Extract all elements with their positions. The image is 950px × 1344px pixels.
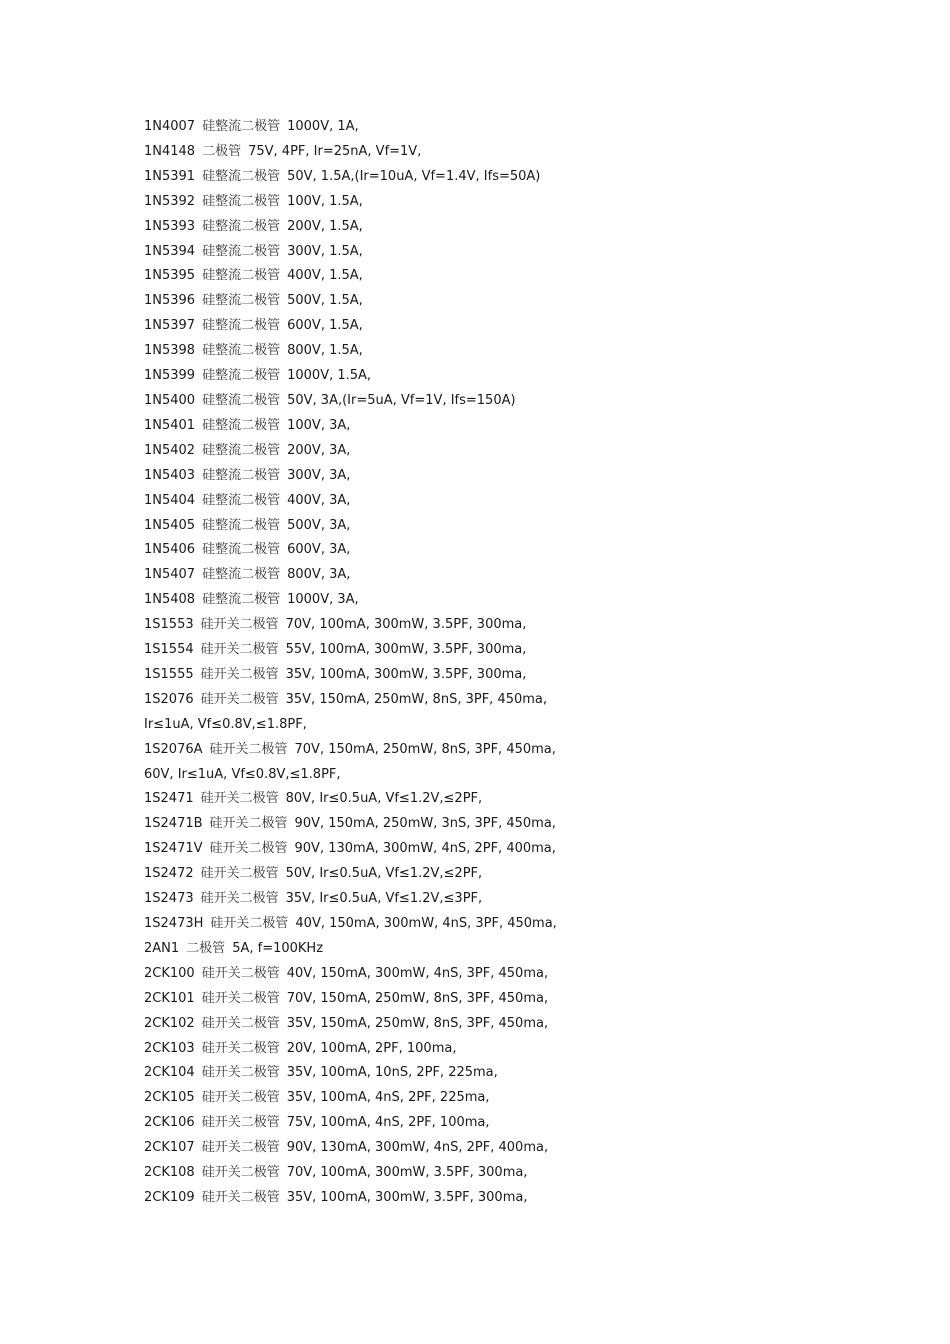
part-specification: 600V, 3A, — [287, 542, 351, 558]
part-specification: 60V, Ir≤1uA, Vf≤0.8V,≤1.8PF, — [144, 766, 341, 782]
part-description: 硅整流二极管 — [202, 343, 281, 359]
part-specification: 400V, 1.5A, — [287, 268, 363, 284]
spec-line — [144, 613, 904, 638]
part-description: 硅开关二极管 — [201, 1165, 280, 1181]
spec-line — [144, 1161, 904, 1186]
spec-line — [144, 887, 904, 912]
part-number: 2CK107 — [144, 1140, 195, 1156]
part-number: 1N5397 — [144, 318, 196, 334]
part-specification: 70V, 100mA, 300mW, 3.5PF, 300ma, — [286, 1165, 528, 1181]
part-description: 硅整流二极管 — [202, 492, 281, 508]
part-specification: 35V, 100mA, 300mW, 3.5PF, 300ma, — [286, 1189, 528, 1205]
part-description: 硅开关二极管 — [201, 990, 280, 1006]
part-number: 2CK108 — [144, 1165, 195, 1181]
spec-line — [144, 563, 904, 588]
part-number: 1N5407 — [144, 567, 196, 583]
part-description: 硅整流二极管 — [202, 218, 281, 234]
part-specification: 90V, 130mA, 300mW, 4nS, 2PF, 400ma, — [294, 841, 556, 857]
part-number: 1N5408 — [144, 592, 196, 608]
part-specification: 5A, f=100KHz — [232, 940, 324, 956]
spec-line — [144, 937, 904, 962]
part-number: 1N5398 — [144, 343, 196, 359]
part-description: 硅整流二极管 — [202, 392, 281, 408]
part-specification: 35V, 150mA, 250mW, 8nS, 3PF, 450ma, — [285, 691, 548, 707]
part-specification: 40V, 150mA, 300mW, 4nS, 3PF, 450ma, — [286, 965, 549, 981]
part-specification: 75V, 4PF, Ir=25nA, Vf=1V, — [248, 143, 422, 159]
part-description: 硅整流二极管 — [202, 442, 281, 458]
part-specification: 70V, 100mA, 300mW, 3.5PF, 300ma, — [285, 617, 527, 633]
spec-line — [144, 439, 904, 464]
part-specification: 90V, 130mA, 300mW, 4nS, 2PF, 400ma, — [286, 1140, 549, 1156]
spec-line — [144, 489, 904, 514]
part-specification: 70V, 150mA, 250mW, 8nS, 3PF, 450ma, — [286, 990, 549, 1006]
part-specification: 55V, 100mA, 300mW, 3.5PF, 300ma, — [285, 642, 527, 658]
part-specification: 50V, 3A,(Ir=5uA, Vf=1V, Ifs=150A) — [287, 392, 516, 408]
part-description: 硅开关二极管 — [209, 816, 288, 832]
part-number: 2CK100 — [144, 965, 195, 981]
part-specification: 1000V, 3A, — [287, 592, 359, 608]
part-description: 硅整流二极管 — [202, 193, 281, 209]
part-description: 硅整流二极管 — [202, 517, 281, 533]
part-number: 1S2473 — [144, 891, 194, 907]
part-specification: 200V, 1.5A, — [287, 218, 363, 234]
part-specification: 200V, 3A, — [287, 442, 351, 458]
spec-line — [144, 215, 904, 240]
part-number: 1S2471B — [144, 816, 203, 832]
part-description: 硅开关二极管 — [201, 1189, 280, 1205]
part-number: 1N4007 — [144, 119, 196, 134]
part-number: 1N5396 — [144, 293, 196, 309]
part-number: 1N5393 — [144, 218, 196, 234]
part-description: 硅整流二极管 — [202, 119, 281, 134]
part-number: 1N5406 — [144, 542, 196, 558]
part-specification: 1000V, 1A, — [287, 119, 359, 134]
spec-line — [144, 1136, 904, 1161]
spec-line — [144, 1061, 904, 1086]
spec-line — [144, 289, 904, 314]
part-number: 1S1554 — [144, 642, 194, 658]
part-specification: 35V, 100mA, 300mW, 3.5PF, 300ma, — [285, 666, 527, 682]
part-specification: 50V, 1.5A,(Ir=10uA, Vf=1.4V, Ifs=50A) — [287, 168, 541, 184]
part-specification: 400V, 3A, — [287, 492, 351, 508]
part-description: 硅开关二极管 — [201, 1015, 280, 1031]
part-number: 2CK102 — [144, 1015, 195, 1031]
spec-line — [144, 414, 904, 439]
part-specification: 600V, 1.5A, — [287, 318, 363, 334]
spec-line — [144, 190, 904, 215]
spec-line — [144, 738, 904, 763]
part-description: 硅开关二极管 — [201, 965, 280, 981]
part-number: 1N5402 — [144, 442, 196, 458]
part-specification: 80V, Ir≤0.5uA, Vf≤1.2V,≤2PF, — [285, 791, 483, 807]
spec-line — [144, 1086, 904, 1111]
part-description: 硅开关二极管 — [201, 1115, 280, 1131]
part-specification: 75V, 100mA, 4nS, 2PF, 100ma, — [286, 1115, 490, 1131]
part-specification: 20V, 100mA, 2PF, 100ma, — [286, 1040, 457, 1056]
diode-spec-list — [144, 115, 904, 1211]
part-specification: 500V, 3A, — [287, 517, 351, 533]
part-description: 硅整流二极管 — [202, 567, 281, 583]
part-specification: 100V, 3A, — [287, 417, 351, 433]
part-number: 1N5395 — [144, 268, 196, 284]
part-number: 2CK105 — [144, 1090, 195, 1106]
spec-line — [144, 389, 904, 414]
part-number: 1S2471V — [144, 841, 203, 857]
part-specification: 35V, 150mA, 250mW, 8nS, 3PF, 450ma, — [286, 1015, 549, 1031]
spec-line — [144, 912, 904, 937]
part-description: 硅整流二极管 — [202, 243, 281, 259]
part-description: 硅开关二极管 — [200, 617, 279, 633]
spec-line-continuation — [144, 713, 904, 738]
spec-line — [144, 464, 904, 489]
part-specification: 70V, 150mA, 250mW, 8nS, 3PF, 450ma, — [294, 741, 556, 757]
part-number: 2CK109 — [144, 1189, 195, 1205]
part-description: 硅开关二极管 — [209, 741, 288, 757]
part-description: 硅开关二极管 — [200, 791, 279, 807]
spec-line — [144, 1186, 904, 1211]
part-specification: 800V, 1.5A, — [287, 343, 363, 359]
part-number: 2CK101 — [144, 990, 195, 1006]
part-number: 1S2473H — [144, 916, 204, 931]
part-specification: 50V, Ir≤0.5uA, Vf≤1.2V,≤2PF, — [285, 866, 483, 882]
spec-line — [144, 140, 904, 165]
part-number: 1S1555 — [144, 666, 194, 682]
part-number: 1N4148 — [144, 143, 196, 159]
part-description: 硅开关二极管 — [201, 1090, 280, 1106]
part-specification: 100V, 1.5A, — [287, 193, 363, 209]
part-description: 硅开关二极管 — [201, 1065, 280, 1081]
part-description: 硅整流二极管 — [202, 417, 281, 433]
part-description: 硅整流二极管 — [202, 542, 281, 558]
spec-line — [144, 663, 904, 688]
spec-line-continuation — [144, 763, 904, 788]
part-number: 2CK103 — [144, 1040, 195, 1056]
spec-line — [144, 812, 904, 837]
part-description: 硅开关二极管 — [210, 916, 289, 931]
spec-line — [144, 862, 904, 887]
spec-line — [144, 314, 904, 339]
part-number: 2CK104 — [144, 1065, 195, 1081]
part-description: 硅整流二极管 — [202, 268, 281, 284]
spec-line — [144, 1111, 904, 1136]
part-specification: 90V, 150mA, 250mW, 3nS, 3PF, 450ma, — [294, 816, 556, 832]
spec-line — [144, 987, 904, 1012]
spec-line — [144, 837, 904, 862]
part-number: 1N5391 — [144, 168, 196, 184]
part-description: 硅整流二极管 — [202, 467, 281, 483]
part-number: 1S2076A — [144, 741, 203, 757]
part-specification: 800V, 3A, — [287, 567, 351, 583]
part-number: 1S2472 — [144, 866, 194, 882]
part-description: 硅开关二极管 — [200, 691, 279, 707]
part-specification: 300V, 3A, — [287, 467, 351, 483]
spec-line — [144, 165, 904, 190]
part-number: 1S2471 — [144, 791, 194, 807]
part-description: 硅开关二极管 — [200, 866, 279, 882]
part-description: 硅开关二极管 — [200, 642, 279, 658]
part-specification: 500V, 1.5A, — [287, 293, 363, 309]
part-number: 1N5394 — [144, 243, 196, 259]
spec-line — [144, 787, 904, 812]
spec-line — [144, 264, 904, 289]
spec-line — [144, 514, 904, 539]
part-number: 1N5392 — [144, 193, 196, 209]
part-description: 硅整流二极管 — [202, 368, 281, 384]
spec-line — [144, 638, 904, 663]
part-description: 硅开关二极管 — [200, 891, 279, 907]
part-description: 硅整流二极管 — [202, 293, 281, 309]
part-description: 硅开关二极管 — [200, 666, 279, 682]
spec-line — [144, 364, 904, 389]
part-description: 硅整流二极管 — [202, 592, 281, 608]
spec-line — [144, 688, 904, 713]
spec-line — [144, 240, 904, 265]
part-specification: 1000V, 1.5A, — [287, 368, 372, 384]
part-description: 硅整流二极管 — [202, 318, 281, 334]
part-specification: 35V, Ir≤0.5uA, Vf≤1.2V,≤3PF, — [285, 891, 483, 907]
part-number: 1N5401 — [144, 417, 196, 433]
spec-line — [144, 339, 904, 364]
part-number: 2CK106 — [144, 1115, 195, 1131]
part-description: 硅整流二极管 — [202, 168, 281, 184]
part-specification: 35V, 100mA, 4nS, 2PF, 225ma, — [286, 1090, 490, 1106]
part-number: 1N5399 — [144, 368, 196, 384]
part-number: 1S1553 — [144, 617, 194, 633]
spec-line — [144, 538, 904, 563]
part-description: 硅开关二极管 — [209, 841, 288, 857]
part-number: 1S2076 — [144, 691, 194, 707]
part-number: 1N5400 — [144, 392, 196, 408]
part-description: 硅开关二极管 — [201, 1140, 280, 1156]
spec-line — [144, 115, 904, 140]
part-specification: 35V, 100mA, 10nS, 2PF, 225ma, — [286, 1065, 498, 1081]
spec-line — [144, 962, 904, 987]
part-description: 二极管 — [202, 143, 242, 159]
part-specification: 300V, 1.5A, — [287, 243, 363, 259]
part-description: 二极管 — [186, 940, 226, 956]
part-number: 1N5404 — [144, 492, 196, 508]
part-description: 硅开关二极管 — [201, 1040, 280, 1056]
part-specification: 40V, 150mA, 300mW, 4nS, 3PF, 450ma, — [295, 916, 557, 931]
spec-line — [144, 1012, 904, 1037]
part-number: 2AN1 — [144, 940, 180, 956]
part-number: 1N5403 — [144, 467, 196, 483]
part-number: 1N5405 — [144, 517, 196, 533]
spec-line — [144, 1037, 904, 1062]
spec-line — [144, 588, 904, 613]
part-specification: Ir≤1uA, Vf≤0.8V,≤1.8PF, — [144, 716, 307, 732]
